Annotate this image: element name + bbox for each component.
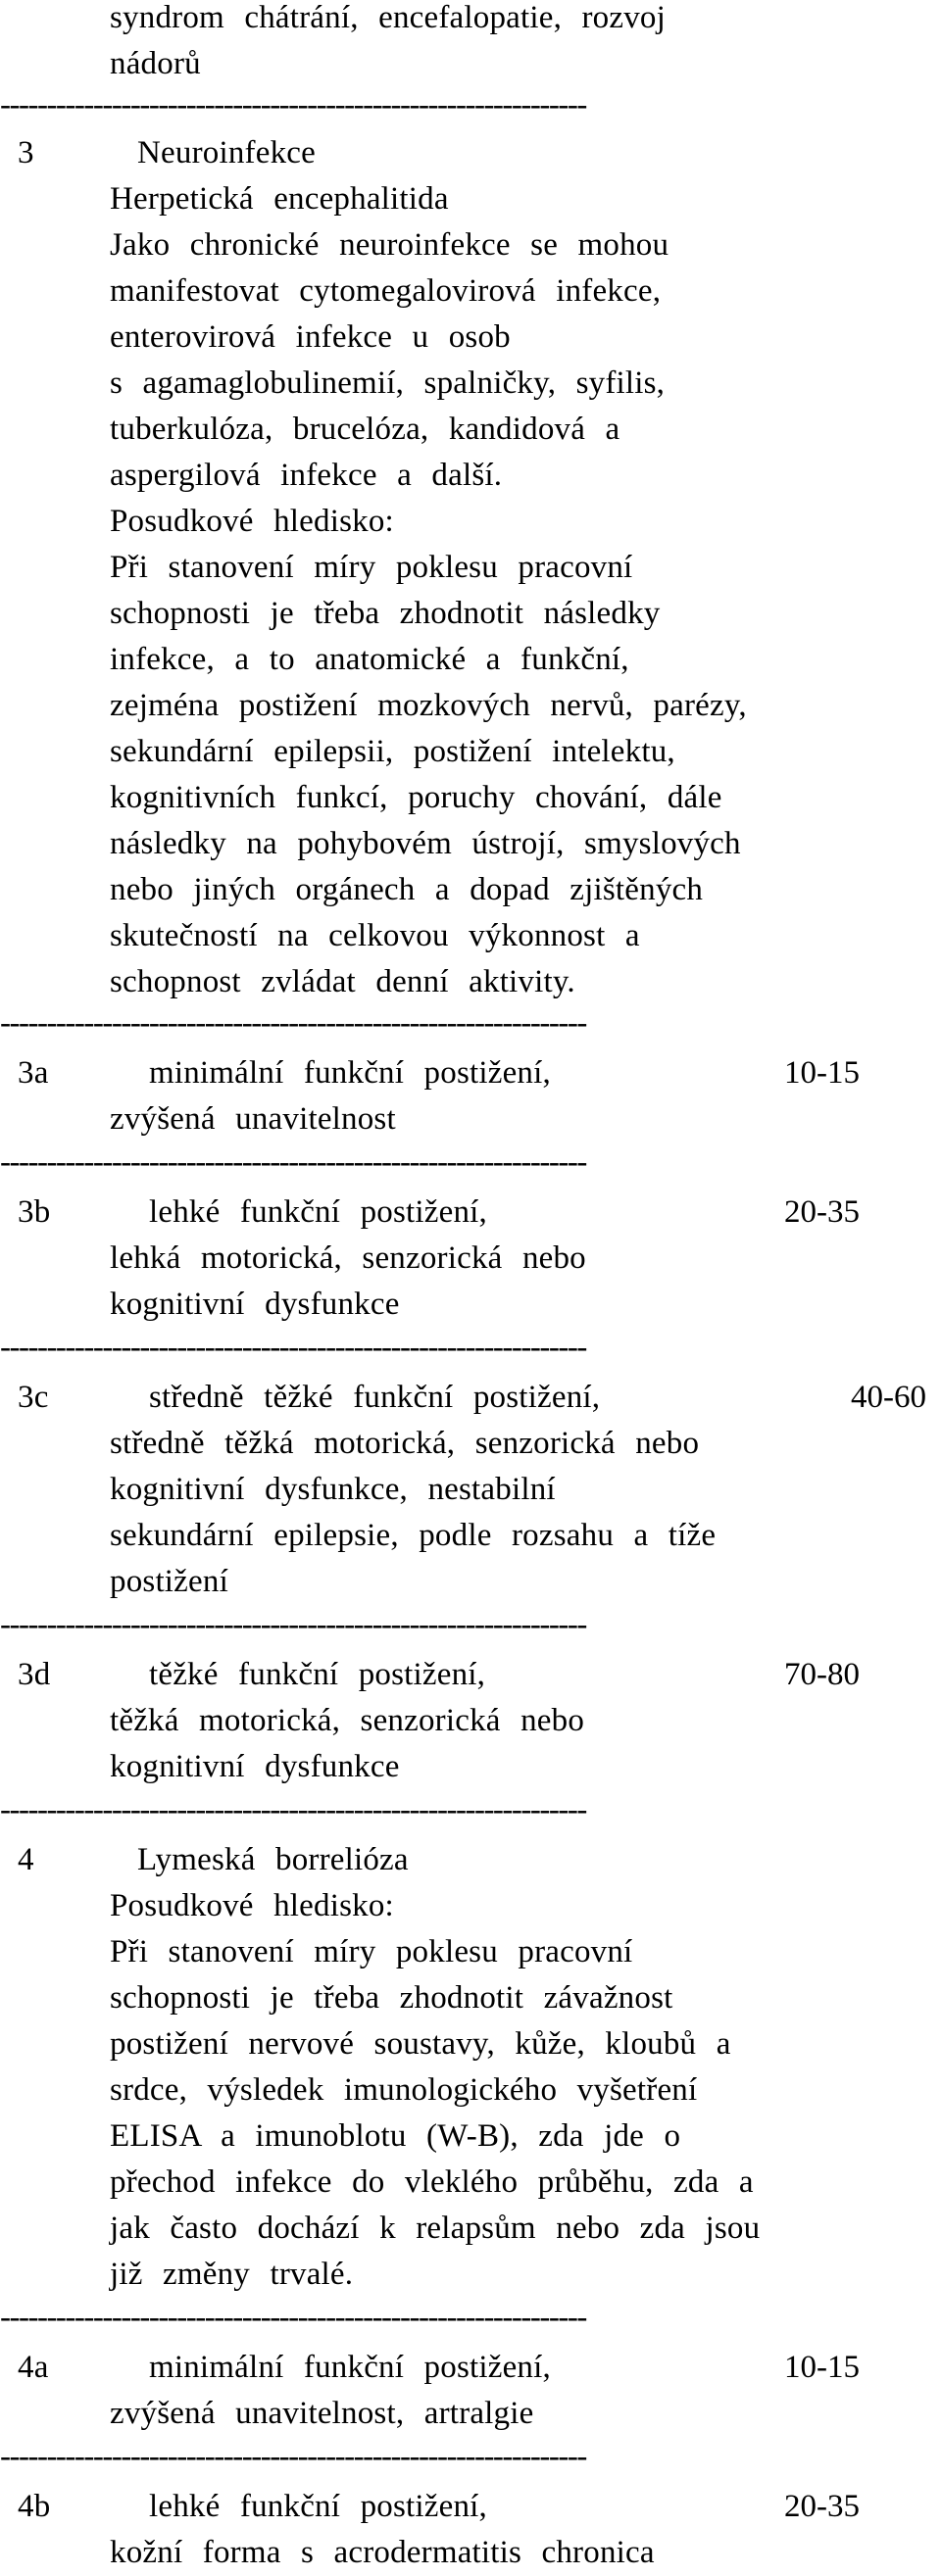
percent-range: 20-35 — [784, 2489, 860, 2524]
item-title: Lymeská borrelióza — [137, 1842, 409, 1877]
separator: --------------------------------------------------------------- — [0, 1144, 586, 1180]
item-code: 3b — [18, 1194, 51, 1230]
text-line: s agamaglobulinemií, spalničky, syfilis, — [110, 365, 666, 401]
percent-range: 10-15 — [784, 1055, 860, 1091]
percent-range: 70-80 — [784, 1657, 860, 1692]
text-line: lehká motorická, senzorická nebo — [110, 1240, 586, 1276]
text-line: Při stanovení míry poklesu pracovní — [110, 550, 633, 585]
text-line: Herpetická encephalitida — [110, 181, 449, 217]
text-line: jak často dochází k relapsům nebo zda jsou — [110, 2211, 761, 2246]
text-line: schopnost zvládat denní aktivity. — [110, 964, 575, 999]
text-line: kožní forma s acrodermatitis chronica — [110, 2535, 655, 2570]
percent-range: 20-35 — [784, 1194, 860, 1230]
text-line: středně těžká motorická, senzorická nebo — [110, 1426, 700, 1461]
text-line: sekundární epilepsii, postižení intelektu, — [110, 734, 675, 769]
separator: --------------------------------------------------------------- — [0, 1607, 586, 1642]
text-line: postižení — [110, 1564, 228, 1599]
item-code: 3d — [18, 1657, 51, 1692]
text-line: nádorů — [110, 46, 201, 81]
item-code: 4b — [18, 2489, 51, 2524]
text-line: srdce, výsledek imunologického vyšetření — [110, 2072, 698, 2108]
item-code: 4a — [18, 2350, 49, 2385]
separator: --------------------------------------------------------------- — [0, 87, 586, 122]
text-line: skutečností na celkovou výkonnost a — [110, 918, 640, 953]
separator: --------------------------------------------------------------- — [0, 1330, 586, 1365]
text-line: zvýšená unavitelnost, artralgie — [110, 2396, 534, 2431]
text-line: kognitivní dysfunkce, nestabilní — [110, 1472, 556, 1507]
text-line: kognitivních funkcí, poruchy chování, dále — [110, 780, 722, 815]
text-line: přechod infekce do vleklého průběhu, zda a — [110, 2164, 754, 2200]
text-line: nebo jiných orgánech a dopad zjištěných — [110, 872, 704, 907]
item-code: 3a — [18, 1055, 49, 1091]
text-line: kognitivní dysfunkce — [110, 1749, 400, 1784]
percent-range: 10-15 — [784, 2350, 860, 2385]
text-line: Posudkové hledisko: — [110, 1888, 394, 1923]
item-title: minimální funkční postižení, — [149, 1055, 551, 1091]
text-line: zejména postižení mozkových nervů, parézy, — [110, 688, 747, 723]
text-line: sekundární epilepsie, podle rozsahu a tíže — [110, 1518, 717, 1553]
text-line: schopnosti je třeba zhodnotit následky — [110, 596, 661, 631]
text-line: Jako chronické neuroinfekce se mohou — [110, 227, 669, 263]
separator: --------------------------------------------------------------- — [0, 2300, 586, 2335]
text-line: postižení nervové soustavy, kůže, kloubů a — [110, 2026, 731, 2062]
item-number: 3 — [18, 135, 34, 170]
text-line: infekce, a to anatomické a funkční, — [110, 642, 629, 677]
text-line: manifestovat cytomegalovirová infekce, — [110, 273, 662, 309]
text-line: následky na pohybovém ústrojí, smyslových — [110, 826, 741, 861]
text-line: již změny trvalé. — [110, 2257, 354, 2292]
text-line: ELISA a imunoblotu (W-B), zda jde o — [110, 2118, 681, 2154]
item-title: minimální funkční postižení, — [149, 2350, 551, 2385]
separator: --------------------------------------------------------------- — [0, 1792, 586, 1827]
text-line: aspergilová infekce a další. — [110, 458, 503, 493]
text-line: těžká motorická, senzorická nebo — [110, 1703, 585, 1738]
text-line: Při stanovení míry poklesu pracovní — [110, 1934, 633, 1969]
item-title: lehké funkční postižení, — [149, 1194, 487, 1230]
text-line: enterovirová infekce u osob — [110, 319, 511, 355]
separator: --------------------------------------------------------------- — [0, 1005, 586, 1041]
separator: --------------------------------------------------------------- — [0, 2439, 586, 2474]
text-line: schopnosti je třeba zhodnotit závažnost — [110, 1980, 673, 2016]
item-title: Neuroinfekce — [137, 135, 316, 170]
text-line: zvýšená unavitelnost — [110, 1101, 396, 1137]
item-number: 4 — [18, 1842, 34, 1877]
item-title: těžké funkční postižení, — [149, 1657, 486, 1692]
text-line: tuberkulóza, brucelóza, kandidová a — [110, 412, 620, 447]
text-line: Posudkové hledisko: — [110, 504, 394, 539]
item-title: lehké funkční postižení, — [149, 2489, 487, 2524]
item-title: středně těžké funkční postižení, — [149, 1380, 601, 1415]
text-line: kognitivní dysfunkce — [110, 1287, 400, 1322]
percent-range: 40-60 — [851, 1380, 926, 1415]
text-line: syndrom chátrání, encefalopatie, rozvoj — [110, 0, 666, 35]
item-code: 3c — [18, 1380, 49, 1415]
